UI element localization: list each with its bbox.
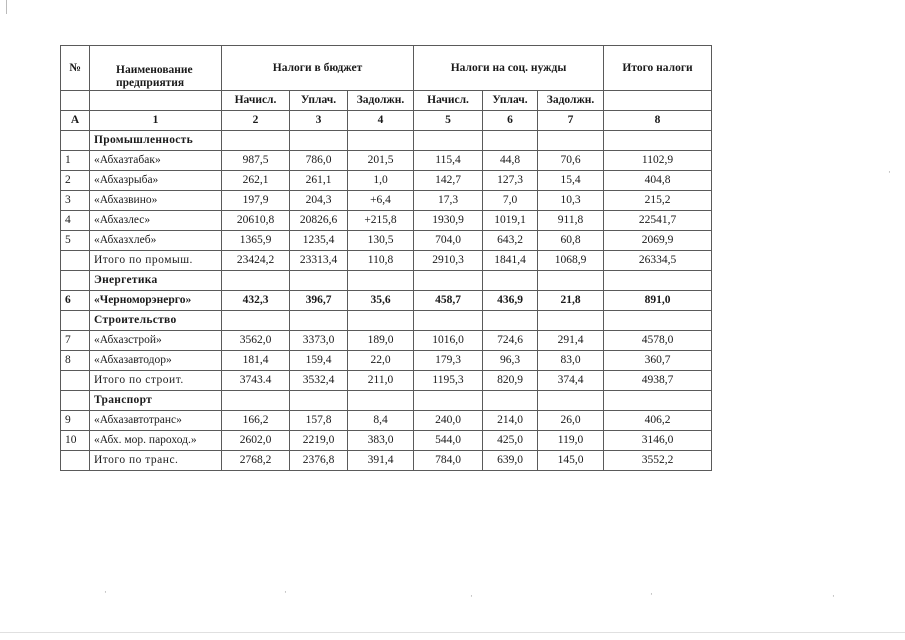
value-cell: 396,7 [290, 291, 348, 311]
value-cell: 3552,2 [604, 451, 712, 471]
value-cell: 10,3 [538, 191, 604, 211]
value-cell [222, 131, 290, 151]
section-title: Энергетика [90, 271, 222, 291]
header-budget-debt: Задолжн. [348, 91, 414, 111]
table-row [61, 291, 712, 311]
value-cell: 201,5 [348, 151, 414, 171]
value-cell: 181,4 [222, 351, 290, 371]
value-cell: 1102,9 [604, 151, 712, 171]
value-cell [538, 271, 604, 291]
value-cell [414, 271, 483, 291]
header-sub-empty-no [61, 91, 90, 111]
section-row [61, 391, 712, 411]
header-budget-paid: Уплач. [290, 91, 348, 111]
value-cell [290, 391, 348, 411]
value-cell: 2219,0 [290, 431, 348, 451]
enterprise-name: «Абхазвино» [90, 191, 222, 211]
value-cell: 204,3 [290, 191, 348, 211]
value-cell [414, 391, 483, 411]
value-cell: +215,8 [348, 211, 414, 231]
value-cell [538, 311, 604, 331]
value-cell [222, 391, 290, 411]
value-cell: 1,0 [348, 171, 414, 191]
index-cell: 8 [604, 111, 712, 131]
enterprise-name: «Черноморэнерго» [90, 291, 222, 311]
value-cell: 15,4 [538, 171, 604, 191]
value-cell [348, 311, 414, 331]
enterprise-name: «Абхазстрой» [90, 331, 222, 351]
header-sub-empty-name [90, 91, 222, 111]
value-cell: 639,0 [483, 451, 538, 471]
enterprise-name: «Абхазтабак» [90, 151, 222, 171]
section-row [61, 311, 712, 331]
value-cell: 724,6 [483, 331, 538, 351]
value-cell: 22541,7 [604, 211, 712, 231]
value-cell: 544,0 [414, 431, 483, 451]
header-total-taxes: Итого налоги [604, 46, 712, 91]
value-cell: 1930,9 [414, 211, 483, 231]
header-budget-taxes: Налоги в бюджет [222, 46, 414, 91]
row-number: 8 [61, 351, 90, 371]
value-cell: 432,3 [222, 291, 290, 311]
value-cell: 704,0 [414, 231, 483, 251]
page-edge-mark [6, 0, 7, 14]
table-row [61, 171, 712, 191]
value-cell: 110,8 [348, 251, 414, 271]
index-cell: 5 [414, 111, 483, 131]
value-cell: 2768,2 [222, 451, 290, 471]
header-row-sub [61, 91, 712, 111]
value-cell [414, 311, 483, 331]
row-number: 4 [61, 211, 90, 231]
value-cell [538, 131, 604, 151]
value-cell [222, 311, 290, 331]
index-cell: А [61, 111, 90, 131]
index-cell: 7 [538, 111, 604, 131]
table-row [61, 431, 712, 451]
value-cell: 157,8 [290, 411, 348, 431]
value-cell: 22,0 [348, 351, 414, 371]
value-cell: 911,8 [538, 211, 604, 231]
value-cell: 406,2 [604, 411, 712, 431]
value-cell: 70,6 [538, 151, 604, 171]
value-cell: 3562,0 [222, 331, 290, 351]
value-cell: 1068,9 [538, 251, 604, 271]
value-cell: 1019,1 [483, 211, 538, 231]
header-sub-empty-total [604, 91, 712, 111]
value-cell: 96,3 [483, 351, 538, 371]
section-title: Промышленность [90, 131, 222, 151]
value-cell: 262,1 [222, 171, 290, 191]
value-cell: 643,2 [483, 231, 538, 251]
value-cell [483, 391, 538, 411]
value-cell: 436,9 [483, 291, 538, 311]
value-cell: 166,2 [222, 411, 290, 431]
section-title: Строительство [90, 311, 222, 331]
value-cell [348, 391, 414, 411]
subtotal-row [61, 251, 712, 271]
value-cell [604, 271, 712, 291]
enterprise-name: «Абхазрыба» [90, 171, 222, 191]
value-cell: 240,0 [414, 411, 483, 431]
table-row [61, 231, 712, 251]
scan-speck: · [888, 168, 891, 178]
value-cell: 26,0 [538, 411, 604, 431]
page-bottom-edge [0, 632, 905, 633]
value-cell [483, 311, 538, 331]
value-cell: 130,5 [348, 231, 414, 251]
value-cell: 142,7 [414, 171, 483, 191]
value-cell: 23424,2 [222, 251, 290, 271]
value-cell: 211,0 [348, 371, 414, 391]
index-cell: 2 [222, 111, 290, 131]
value-cell: 2069,9 [604, 231, 712, 251]
scan-speck: · [650, 590, 653, 600]
value-cell: 3373,0 [290, 331, 348, 351]
value-cell [414, 131, 483, 151]
value-cell: 4938,7 [604, 371, 712, 391]
value-cell: 391,4 [348, 451, 414, 471]
enterprise-name: «Абхазлес» [90, 211, 222, 231]
value-cell: 1195,3 [414, 371, 483, 391]
value-cell: 115,4 [414, 151, 483, 171]
value-cell [604, 391, 712, 411]
value-cell: 291,4 [538, 331, 604, 351]
scan-speck: · [104, 588, 107, 598]
value-cell: 119,0 [538, 431, 604, 451]
value-cell [483, 131, 538, 151]
table-row [61, 151, 712, 171]
value-cell: 1365,9 [222, 231, 290, 251]
header-social-accrued: Начисл. [414, 91, 483, 111]
value-cell: 784,0 [414, 451, 483, 471]
value-cell: 458,7 [414, 291, 483, 311]
value-cell [222, 271, 290, 291]
section-title: Транспорт [90, 391, 222, 411]
value-cell: 159,4 [290, 351, 348, 371]
scan-speck: · [832, 592, 835, 602]
value-cell [290, 131, 348, 151]
value-cell [348, 271, 414, 291]
value-cell [538, 391, 604, 411]
value-cell [604, 131, 712, 151]
value-cell: 891,0 [604, 291, 712, 311]
tax-table [60, 45, 712, 471]
header-row-main [61, 46, 712, 91]
index-cell: 6 [483, 111, 538, 131]
row-number: 6 [61, 291, 90, 311]
section-row [61, 131, 712, 151]
value-cell: 145,0 [538, 451, 604, 471]
section-row [61, 271, 712, 291]
value-cell: 404,8 [604, 171, 712, 191]
table-row [61, 331, 712, 351]
value-cell [290, 271, 348, 291]
value-cell: 179,3 [414, 351, 483, 371]
value-cell: 26334,5 [604, 251, 712, 271]
index-cell: 4 [348, 111, 414, 131]
value-cell: 1235,4 [290, 231, 348, 251]
value-cell: 1016,0 [414, 331, 483, 351]
row-number: 10 [61, 431, 90, 451]
scan-speck: · [470, 592, 473, 602]
header-number: № [61, 46, 90, 91]
row-number: 2 [61, 171, 90, 191]
value-cell: 20826,6 [290, 211, 348, 231]
enterprise-name: «Абх. мор. пароход.» [90, 431, 222, 451]
value-cell: 60,8 [538, 231, 604, 251]
value-cell: 23313,4 [290, 251, 348, 271]
row-number [61, 391, 90, 411]
value-cell: 261,1 [290, 171, 348, 191]
value-cell: 1841,4 [483, 251, 538, 271]
value-cell: 360,7 [604, 351, 712, 371]
enterprise-name: Итого по промыш. [90, 251, 222, 271]
enterprise-name: Итого по строит. [90, 371, 222, 391]
value-cell: 3743.4 [222, 371, 290, 391]
row-number [61, 371, 90, 391]
row-number: 9 [61, 411, 90, 431]
value-cell [483, 271, 538, 291]
scan-speck: · [284, 588, 287, 598]
value-cell: 44,8 [483, 151, 538, 171]
header-row-index [61, 111, 712, 131]
row-number: 3 [61, 191, 90, 211]
table-row [61, 351, 712, 371]
row-number: 1 [61, 151, 90, 171]
subtotal-row [61, 451, 712, 471]
value-cell: 820,9 [483, 371, 538, 391]
enterprise-name: «Абхазавтодор» [90, 351, 222, 371]
value-cell: 8,4 [348, 411, 414, 431]
value-cell: 786,0 [290, 151, 348, 171]
value-cell: 214,0 [483, 411, 538, 431]
value-cell: 2910,3 [414, 251, 483, 271]
value-cell: 383,0 [348, 431, 414, 451]
header-budget-accrued: Начисл. [222, 91, 290, 111]
row-number: 7 [61, 331, 90, 351]
table-row [61, 411, 712, 431]
value-cell: 21,8 [538, 291, 604, 311]
value-cell: 20610,8 [222, 211, 290, 231]
value-cell [604, 311, 712, 331]
value-cell: 7,0 [483, 191, 538, 211]
header-enterprise-name: Наименование предприятия [90, 46, 222, 91]
row-number [61, 271, 90, 291]
row-number [61, 251, 90, 271]
index-cell: 3 [290, 111, 348, 131]
value-cell [290, 311, 348, 331]
row-number [61, 451, 90, 471]
enterprise-name: «Абхазхлеб» [90, 231, 222, 251]
value-cell: 374,4 [538, 371, 604, 391]
value-cell: 215,2 [604, 191, 712, 211]
value-cell: 35,6 [348, 291, 414, 311]
value-cell: +6,4 [348, 191, 414, 211]
value-cell: 4578,0 [604, 331, 712, 351]
index-cell: 1 [90, 111, 222, 131]
subtotal-row [61, 371, 712, 391]
value-cell: 987,5 [222, 151, 290, 171]
row-number [61, 131, 90, 151]
table-row [61, 191, 712, 211]
value-cell: 189,0 [348, 331, 414, 351]
header-social-taxes: Налоги на соц. нужды [414, 46, 604, 91]
value-cell: 2376,8 [290, 451, 348, 471]
enterprise-name: «Абхазавтотранс» [90, 411, 222, 431]
header-social-debt: Задолжн. [538, 91, 604, 111]
row-number: 5 [61, 231, 90, 251]
row-number [61, 311, 90, 331]
value-cell: 17,3 [414, 191, 483, 211]
value-cell: 3146,0 [604, 431, 712, 451]
table-body [61, 131, 712, 471]
table-row [61, 211, 712, 231]
enterprise-name: Итого по транс. [90, 451, 222, 471]
value-cell: 127,3 [483, 171, 538, 191]
value-cell: 3532,4 [290, 371, 348, 391]
value-cell: 197,9 [222, 191, 290, 211]
header-social-paid: Уплач. [483, 91, 538, 111]
value-cell [348, 131, 414, 151]
value-cell: 83,0 [538, 351, 604, 371]
value-cell: 2602,0 [222, 431, 290, 451]
value-cell: 425,0 [483, 431, 538, 451]
